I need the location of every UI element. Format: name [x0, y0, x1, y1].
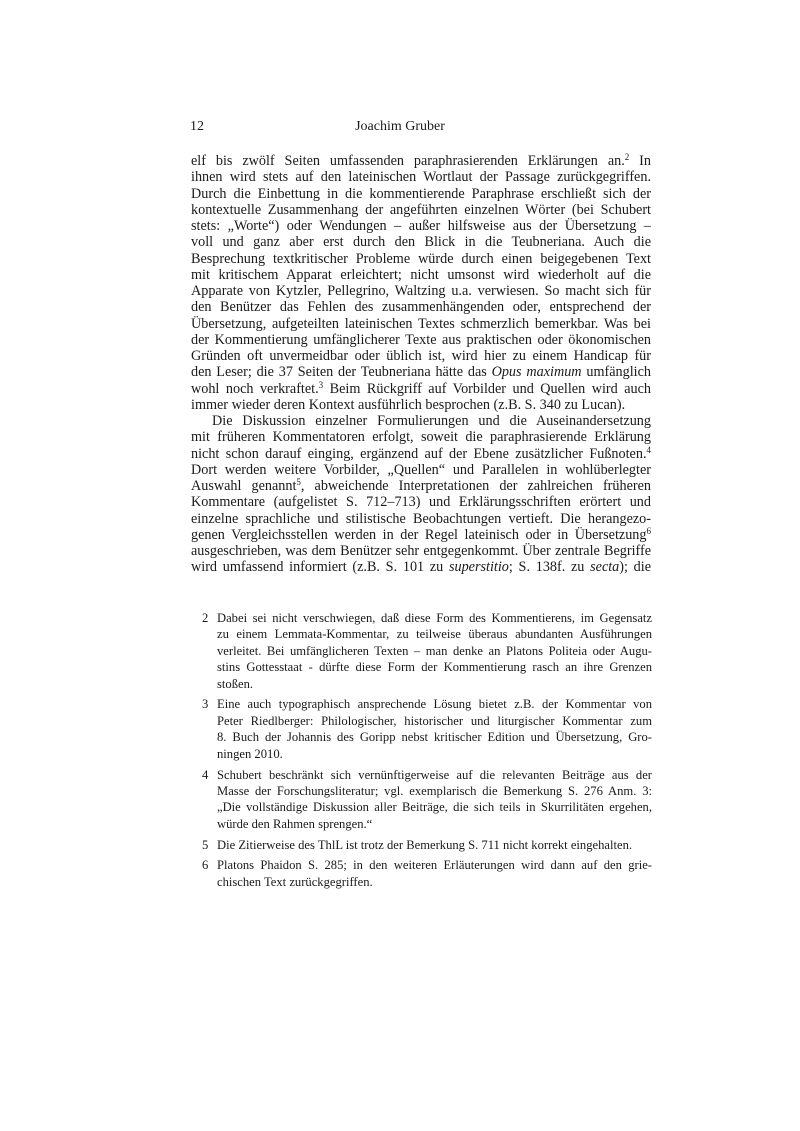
footnote: [202, 837, 652, 853]
footnote-ref: 4: [646, 445, 651, 455]
text-line: [191, 234, 651, 250]
footnote-line: Eine auch typographisch ansprechende Lösung bietet z.B. der Kommentar von: [217, 697, 652, 712]
footnote-line: ningen 2010.: [217, 746, 283, 761]
footnote-text: [217, 857, 652, 890]
text-run: wird umfassend informiert (z.B. S. 101 zu: [191, 559, 449, 576]
text-run: Die Diskussion einzelner Formulierungen und die Auseinandersetzung: [212, 413, 651, 429]
text-run: , abweichende Interpretationen der zahlreichen früheren: [300, 478, 651, 494]
text-line: [191, 429, 651, 445]
footnote-line: würde den Rahmen sprengen.“: [217, 816, 373, 831]
text-line: [191, 218, 651, 234]
text-run: wohl noch verkraftet.: [191, 380, 319, 397]
text-run: Beim Rückgriff auf Vorbilder und Quellen wird auch: [323, 380, 651, 397]
footnotes: [202, 610, 652, 895]
footnote-line: stins Gottesstaat - dürfte diese Form der Kommentierung rasch an ihre Grenzen: [217, 660, 652, 675]
text-run: Übersetzung, aufgeteilten lateinischen Textes schmerzlich bemerkbar. Was bei: [191, 315, 651, 332]
footnote-ref: 6: [646, 526, 651, 536]
footnote-text: [217, 610, 652, 692]
footnote: [202, 857, 652, 890]
text-line: [191, 397, 651, 413]
text-line: [191, 511, 651, 527]
text-line: [191, 527, 651, 543]
footnote-ref: 5: [296, 478, 301, 487]
footnote-number: 2: [202, 611, 209, 625]
text-run: ); die: [619, 559, 651, 576]
text-line: [191, 543, 651, 559]
footnote-line: Platons Phaidon S. 285; in den weiteren Erläuterungen wird dann auf den grie-: [217, 858, 652, 873]
text-line: [191, 413, 651, 429]
text-run: elf bis zwölf Seiten umfassenden paraphrasierenden Erklärungen an.: [191, 153, 625, 169]
footnote-line: Dabei sei nicht verschwiegen, daß diese Form des Kommentierens, im Gegensatz: [217, 611, 652, 625]
text-run: ausgeschrieben, was dem Benützer sehr entgegenkommt. Über zentrale Begriffe: [191, 543, 651, 559]
footnote-ref: 2: [624, 153, 630, 162]
footnote: [202, 767, 652, 833]
text-line: [191, 478, 651, 494]
text-line: [191, 186, 651, 202]
text-run: genen Vergleichsstellen werden in der Regel lateinisch oder in Übersetzung: [191, 526, 647, 543]
footnote: [202, 696, 652, 762]
footnote-number: 4: [202, 767, 209, 782]
text-run: den Benützer das Fehlen des zusammenhängenden oder, entsprechend der: [191, 299, 651, 316]
text-run: mit kritischem Apparat erleichtert; nicht umsonst wird wiederholt auf die: [191, 266, 651, 283]
text-line: [191, 283, 651, 299]
footnote-number: 6: [202, 858, 209, 873]
text-line: [191, 316, 651, 332]
text-run: In: [629, 153, 651, 169]
text-line: [191, 494, 651, 510]
text-run: ihnen wird stets auf den lateinischen Wortlaut der Passage zurückgegriffen.: [191, 169, 651, 186]
text-line: [191, 559, 651, 575]
text-run: kontextuelle Zusammenhang der angeführten einzelnen Wörter (bei Schubert: [191, 201, 651, 218]
italic-text: superstitio: [448, 559, 509, 576]
text-run: einzelne sprachliche und stilistische Beobachtungen vertieft. Die herangezo-: [191, 510, 651, 527]
text-run: Apparate von Kytzler, Pellegrino, Waltzing u.a. verwiesen. So macht sich für: [191, 283, 651, 299]
text-line: [191, 169, 651, 185]
text-line: [191, 364, 651, 380]
text-line: [191, 462, 651, 478]
text-run: stets: „Worte“) oder Wendungen – außer hilfsweise aus der Übersetzung –: [191, 218, 651, 234]
footnote-line: Peter Riedlberger: Philologischer, historischer und liturgischer Kommentar zum: [217, 713, 652, 728]
text-run: Dort werden weitere Vorbilder, „Quellen“ und Parallelen in wohlüberlegter: [191, 461, 651, 478]
body-text: [191, 153, 651, 576]
text-run: voll und ganz aber erst durch den Blick in die Teubneriana. Auch die: [191, 234, 651, 251]
text-run: Besprechung textkritischer Probleme würde durch einen beigegebenen Text: [191, 250, 651, 267]
footnote-line: „Die vollständige Diskussion aller Beiträge, die sich teils in Skurrilitäten ergehen,: [217, 800, 652, 815]
footnote-ref: 3: [318, 380, 324, 390]
text-line: [191, 299, 651, 315]
text-line: [191, 251, 651, 267]
text-line: [191, 348, 651, 364]
text-run: mit früheren Kommentatoren erfolgt, soweit die paraphrasierende Erklärung: [191, 429, 651, 446]
footnote-line: verleitet. Bei umfänglicheren Texten – man denke an Platons Politeia oder Augu-: [217, 643, 652, 658]
text-run: ; S. 138f. zu: [508, 559, 591, 576]
footnote-line: Schubert beschränkt sich vernünftigerweise auf die relevanten Beiträge aus der: [217, 767, 652, 782]
footnote-text: [217, 767, 652, 833]
page-number: 12: [190, 119, 204, 134]
footnote-line: Die Zitierweise des ThlL ist trotz der Bemerkung S. 711 nicht korrekt eingehalten.: [217, 837, 633, 852]
text-run: immer wieder deren Kontext ausführlich besprochen (z.B. S. 340 zu Lucan).: [191, 396, 626, 413]
text-line: [191, 332, 651, 348]
footnote-number: 5: [202, 837, 209, 852]
footnote-line: stoßen.: [217, 676, 254, 691]
footnote-line: Masse der Forschungsliteratur; vgl. exemplarisch die Bemerkung S. 276 Anm. 3:: [217, 783, 652, 798]
text-run: den Leser; die 37 Seiten der Teubneriana hätte das: [191, 364, 492, 381]
text-run: Durch die Einbettung in die kommentierende Paraphrase erschließt sich der: [191, 185, 651, 202]
text-run: Gründen oft unvermeidbar oder üblich ist, wird hier zu einem Handicap für: [191, 348, 651, 364]
footnote-line: zu einem Lemmata-Kommentar, zu teilweise überaus abundanten Ausführungen: [217, 627, 652, 642]
text-run: Auswahl genannt: [191, 478, 297, 494]
footnote: [202, 610, 652, 692]
italic-text: secta: [590, 559, 620, 576]
text-run: Kommentare (aufgelistet S. 712–713) und Erklärungsschriften erörtert und: [191, 494, 651, 511]
text-line: [191, 153, 651, 169]
italic-text: Opus maximum: [491, 364, 582, 381]
footnote-text: [217, 837, 652, 853]
footnote-line: chischen Text zurückgegriffen.: [217, 874, 373, 889]
running-title: Joachim Gruber: [355, 119, 445, 134]
text-run: der Kommentierung umfänglicherer Texte aus praktischen oder ökonomischen: [191, 331, 651, 348]
text-line: [191, 267, 651, 283]
footnote-line: 8. Buch der Johannis des Goripp nebst kritischer Edition und Übersetzung, Gro-: [217, 730, 652, 745]
text-run: nicht schon darauf einging, ergänzend auf der Ebene zusätzlicher Fußnoten.: [191, 445, 647, 462]
footnote-number: 3: [202, 697, 209, 712]
text-line: [191, 381, 651, 397]
text-run: umfänglich: [581, 364, 651, 381]
text-line: [191, 446, 651, 462]
footnote-text: [217, 696, 652, 762]
text-line: [191, 202, 651, 218]
